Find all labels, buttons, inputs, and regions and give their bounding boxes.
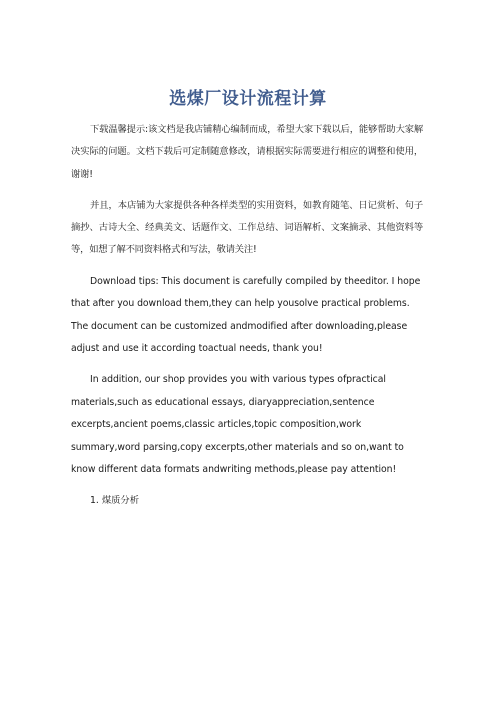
download-tips-english-paragraph: Download tips: This document is carefully compiled by theeditor. I hope that after you download them,they can help yousolve practical problems. The document can be customized andmodified after downloading,please adjust and use it according toactual needs, thank you! <box>71 275 421 354</box>
document-title: 选煤厂设计流程计算 <box>169 89 327 109</box>
shop-materials-english-paragraph: In addition, our shop provides you with various types ofpractical materials,such as educational essays, diaryappreciation,sentence excerpts,ancient poems,classic articles,topic composition,work summary,word parsing,copy excerpts,other materials and so on,want to know different data formats andwriting methods,please pay attention! <box>71 374 404 476</box>
section-heading: 1. 煤质分析 <box>90 495 140 507</box>
shop-materials-chinese-paragraph: 并且，本店铺为大家提供各种各样类型的实用资料，如教育随笔、日记赏析、句子摘抄、古诗大全、经典美文、话题作文、工作总结、词语解析、文案摘录、其他资料等等，如想了解不同资料格式和写法，敬请关注! <box>71 199 423 256</box>
download-tips-chinese-paragraph: 下载温馨提示:该文档是我店铺精心编制而成，希望大家下载以后，能够帮助大家解决实际的问题。文档下载后可定制随意修改，请根据实际需要进行相应的调整和使用，谢谢! <box>71 124 423 180</box>
document-body <box>71 119 423 512</box>
